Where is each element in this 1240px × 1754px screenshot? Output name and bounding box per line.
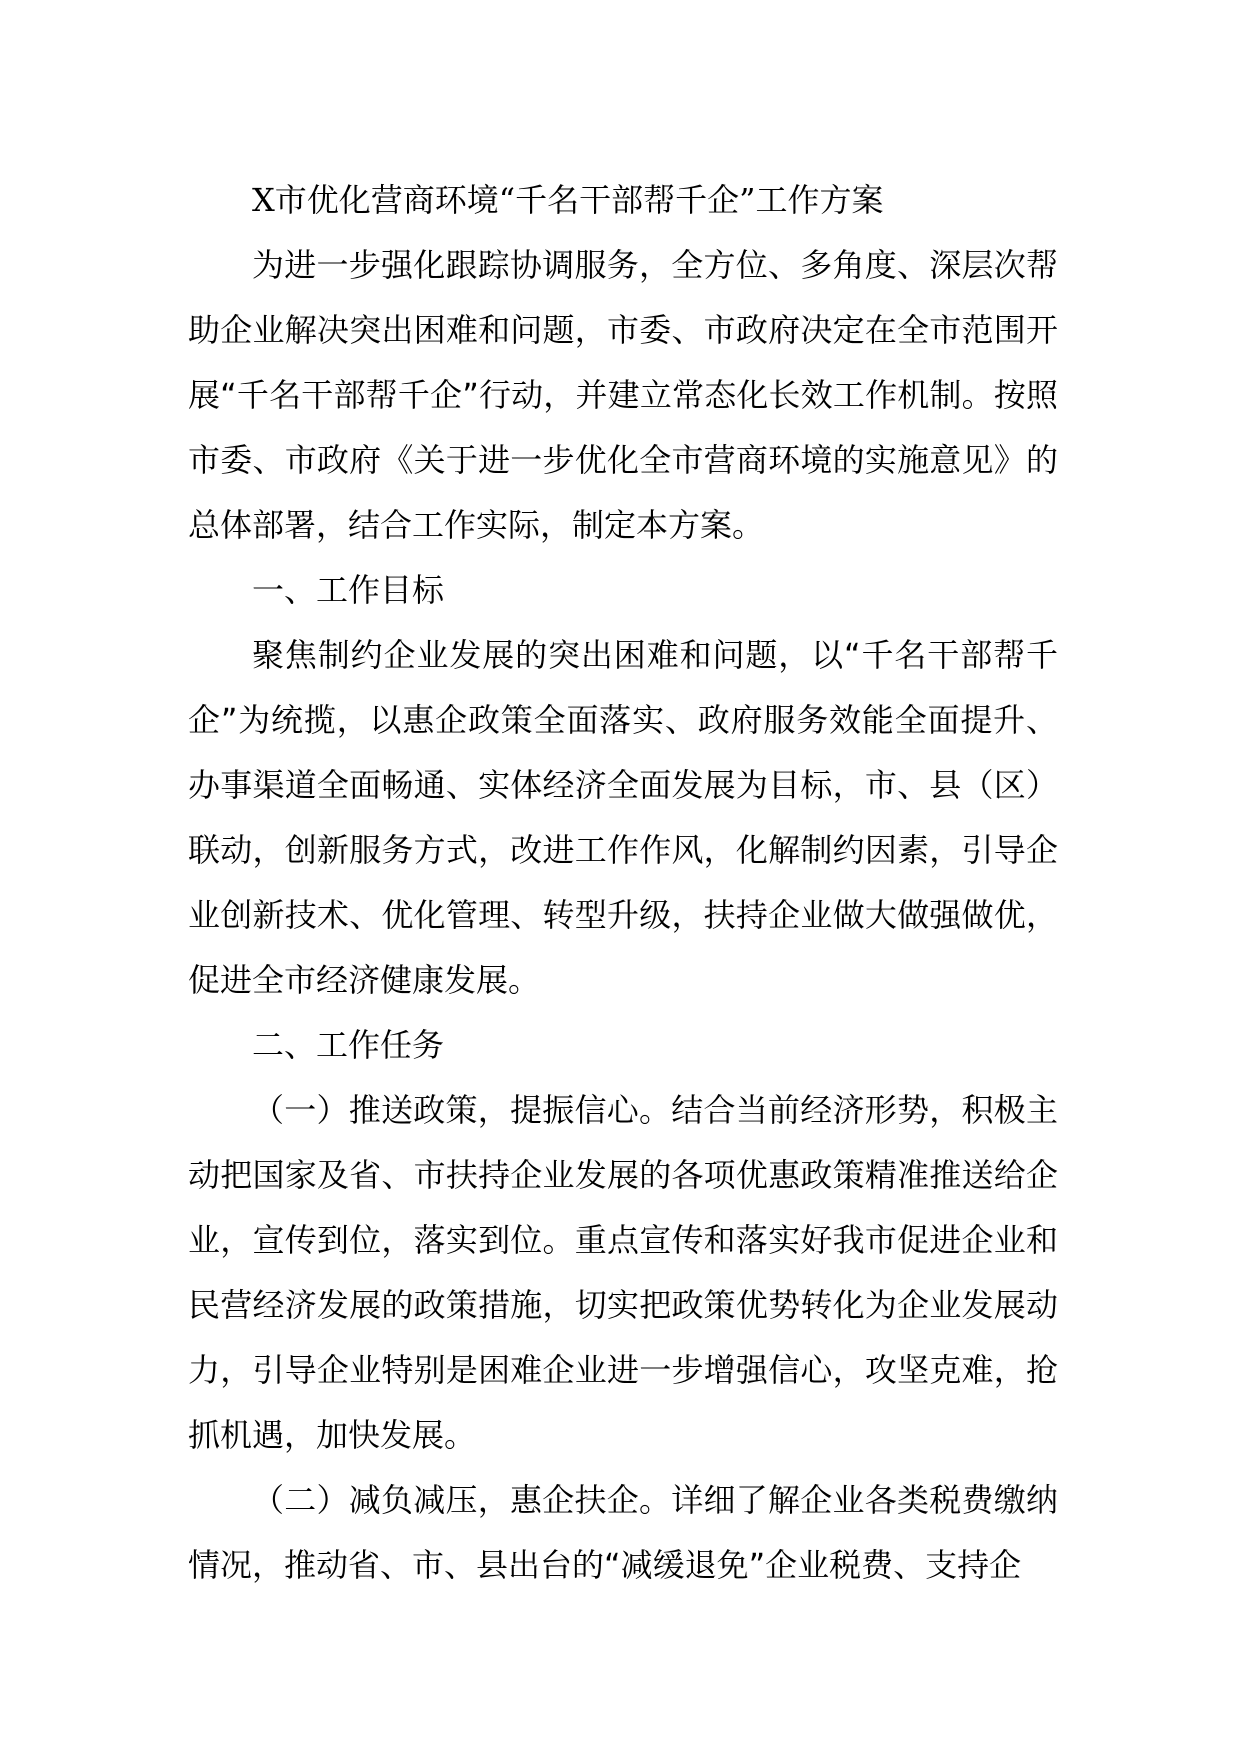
document-title: X市优化营商环境“千名干部帮千企”工作方案	[252, 181, 884, 219]
heading-work-goals: 一、工作目标	[252, 571, 445, 609]
paragraph-intro: 为进一步强化跟踪协调服务，全方位、多角度、深层次帮助企业解决突出困难和问题，市委、市政府决定在全市范围开展“千名干部帮千企”行动，并建立常态化长效工作机制。按照市委、市政府《关于进一步优化全市营商环境的实施意见》的总体部署，结合工作实际，制定本方案。	[188, 246, 1058, 544]
paragraph-work-goals: 聚焦制约企业发展的突出困难和问题，以“千名干部帮千企”为统揽，以惠企政策全面落实、政府服务效能全面提升、办事渠道全面畅通、实体经济全面发展为目标，市、县（区）联动，创新服务方式，改进工作作风，化解制约因素，引导企业创新技术、优化管理、转型升级，扶持企业做大做强做优，促进全市经济健康发展。	[188, 636, 1058, 999]
paragraph-task-1: （一）推送政策，提振信心。结合当前经济形势，积极主动把国家及省、市扶持企业发展的各项优惠政策精准推送给企业，宣传到位，落实到位。重点宣传和落实好我市促进企业和民营经济发展的政策措施，切实把政策优势转化为企业发展动力，引导企业特别是困难企业进一步增强信心，攻坚克难，抢抓机遇，加快发展。	[188, 1091, 1058, 1454]
paragraph-task-2: （二）减负减压，惠企扶企。详细了解企业各类税费缴纳情况，推动省、市、县出台的“减缓退免”企业税费、支持企	[188, 1481, 1058, 1584]
document-body	[188, 168, 1058, 1598]
heading-work-tasks: 二、工作任务	[252, 1026, 445, 1064]
